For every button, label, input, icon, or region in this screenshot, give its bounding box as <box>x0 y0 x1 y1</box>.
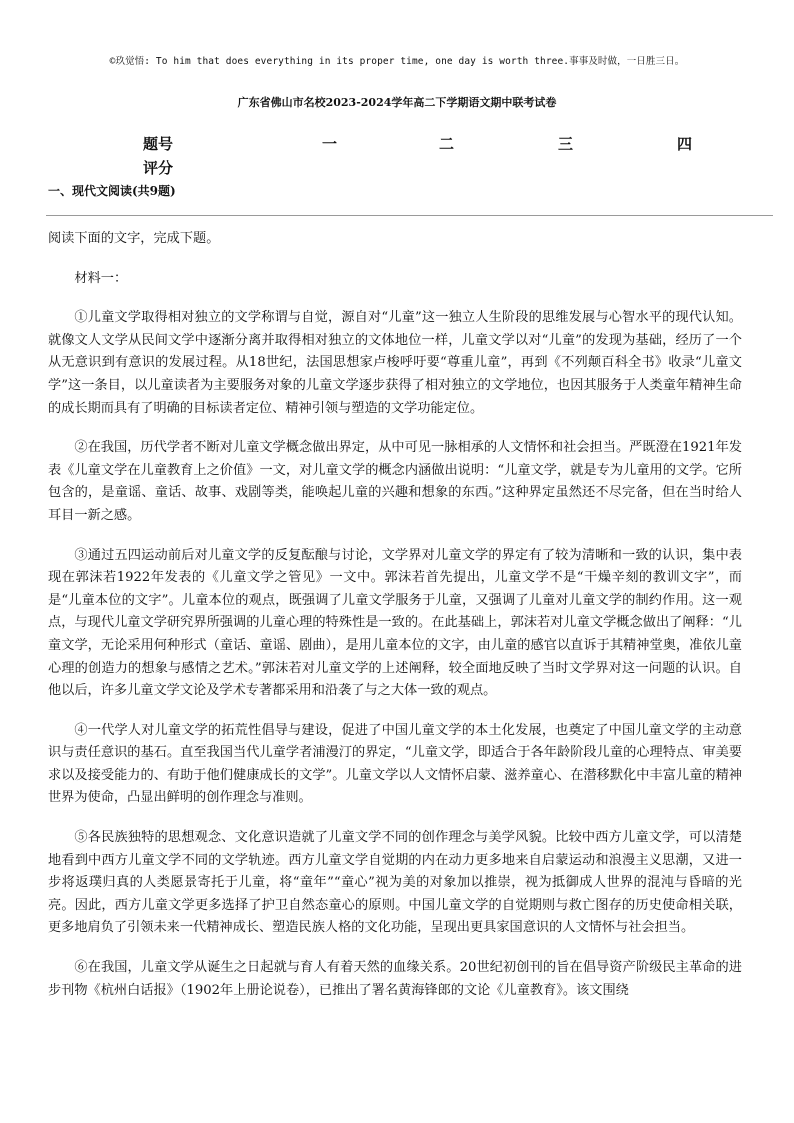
exam-title: 广东省佛山市名校2023-2024学年高二下学期语文期中联考试卷 <box>237 96 557 109</box>
score-table-header-label: 题号 <box>143 135 174 153</box>
score-table-column-1: 一 <box>322 135 338 153</box>
instruction-text: 阅读下面的文字，完成下题。 <box>48 231 220 246</box>
score-table-column-4: 四 <box>677 135 693 153</box>
score-table-score-label: 评分 <box>143 159 174 177</box>
material-label: 材料一： <box>74 270 128 286</box>
score-table-column-3: 三 <box>558 135 574 153</box>
reading-passage <box>48 228 742 1002</box>
page-motto: ©玖觉悟: To him that does everything in its proper time, one day is worth three.事事及时做，一日胜三日。 <box>109 56 685 67</box>
score-table-column-2: 二 <box>439 135 455 153</box>
paragraph-6: ⑥在我国，儿童文学从诞生之日起就与育人有着天然的血缘关系。20世纪初创刊的旨在倡导资产阶级民主革命的进步刊物《杭州白话报》（1902年上册论说卷），已推出了署名黄海锋郎的文论《儿童教育》。该文围绕 <box>48 960 742 998</box>
paragraph-5: ⑤各民族独特的思想观念、文化意识造就了儿童文学不同的创作理念与美学风貌。比较中西方儿童文学，可以清楚地看到中西方儿童文学不同的文学轨迹。西方儿童文学自觉期的内在动力更多地来自启蒙运动和浪漫主义思潮，又进一步将返璞归真的人类愿景寄托于儿童，将“童年”“童心”视为美的对象加以推崇，视为抵御成人世界的混沌与昏暗的光亮。因此，西方儿童文学更多选择了护卫自然态童心的原则。中国儿童文学的自觉期则与救亡图存的历史使命相关联，更多地肩负了引领未来一代精神成长、塑造民族人格的文化功能，呈现出更具家国意识的人文情怀与社会担当。 <box>48 830 742 936</box>
score-table <box>0 133 794 177</box>
section-heading: 一、现代文阅读(共9题) <box>48 184 176 198</box>
paragraph-1: ①儿童文学取得相对独立的文学称谓与自觉，源自对“儿童”这一独立人生阶段的思维发展与心智水平的现代认知。就像文人文学从民间文学中逐渐分离并取得相对独立的文体地位一样，儿童文学以对“儿童”的发现为基础，经历了一个从无意识到有意识的发展过程。从18世纪，法国思想家卢梭呼吁要“尊重儿童”，再到《不列颠百科全书》收录“儿童文学”这一条目，以儿童读者为主要服务对象的儿童文学逐步获得了相对独立的文学地位，也因其服务于人类童年精神生命的成长期而具有了明确的目标读者定位、精神引领与塑造的文学功能定位。 <box>48 310 742 416</box>
section-divider <box>46 215 773 216</box>
paragraph-2: ②在我国，历代学者不断对儿童文学概念做出界定，从中可见一脉相承的人文情怀和社会担当。严既澄在1921年发表《儿童文学在儿童教育上之价值》一文，对儿童文学的概念内涵做出说明：“儿童文学，就是专为儿童用的文学。它所包含的，是童谣、童话、故事、戏剧等类，能唤起儿童的兴趣和想象的东西。”这种界定虽然还不尽完备，但在当时给人耳目一新之感。 <box>48 440 742 523</box>
paragraph-4: ④一代学人对儿童文学的拓荒性倡导与建设，促进了中国儿童文学的本土化发展，也奠定了中国儿童文学的主动意识与责任意识的基石。直至我国当代儿童学者浦漫汀的界定，“儿童文学，即适合于各年龄阶段儿童的心理特点、审美要求以及接受能力的、有助于他们健康成长的文学”。儿童文学以人文情怀启蒙、滋养童心、在潜移默化中丰富儿童的精神世界为使命，凸显出鲜明的创作理念与准则。 <box>48 722 742 806</box>
paragraph-3: ③通过五四运动前后对儿童文学的反复酝酿与讨论，文学界对儿童文学的界定有了较为清晰和一致的认识，集中表现在郭沫若1922年发表的《儿童文学之管见》一文中。郭沫若首先提出，儿童文学不是“干燥辛刻的教训文字”，而是“儿童本位的文字”。儿童本位的观点，既强调了儿童文学服务于儿童，又强调了儿童对儿童文学的制约作用。这一观点，与现代儿童文学研究界所强调的儿童心理的特殊性是一致的。在此基础上，郭沫若对儿童文学概念做出了阐释：“儿童文学，无论采用何种形式（童话、童谣、剧曲），是用儿童本位的文字，由儿童的感官以直诉于其精神堂奥，准依儿童心理的创造力的想象与感情之艺术。”郭沫若对儿童文学的上述阐释，较全面地反映了当时文学界对这一问题的认识。自他以后，许多儿童文学文论及学术专著都采用和沿袭了与之大体一致的观点。 <box>48 547 742 699</box>
